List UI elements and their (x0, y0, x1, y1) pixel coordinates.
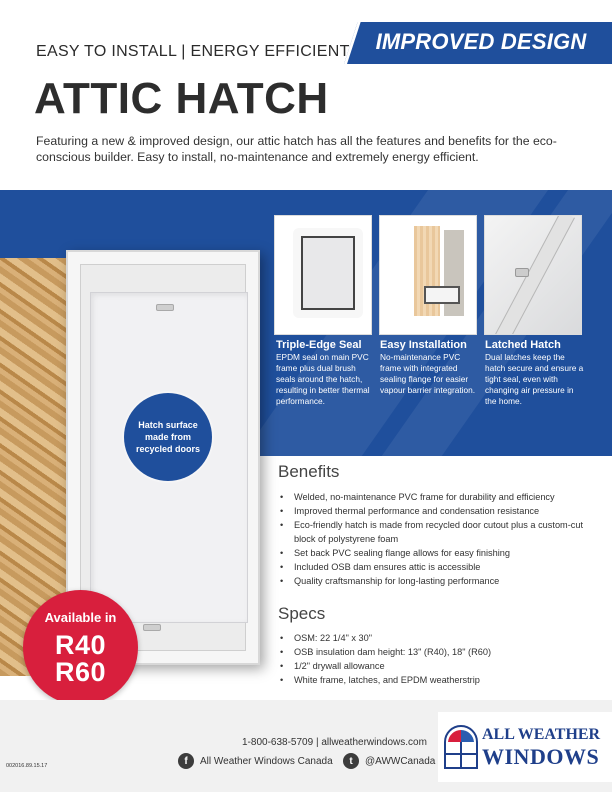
list-item: • Eco-friendly hatch is made from recycled door cutout plus a custom-cut block of polystyrene foam (278, 518, 588, 546)
feature-desc-latched: Dual latches keep the hatch secure and ensure a tight seal, even with changing air pressure in the home. (485, 352, 584, 406)
list-item: • Improved thermal performance and condensation resistance (278, 504, 588, 518)
easy-installation-image (379, 215, 477, 335)
logo-line1: ALL WEATHER (482, 726, 601, 743)
feature-title-latched: Latched Hatch (485, 339, 561, 351)
twitter-icon: t (343, 753, 359, 769)
logo-line2: WINDOWS (482, 744, 600, 769)
page-title: ATTIC HATCH (34, 74, 329, 123)
rating-r40: R40 (54, 630, 107, 660)
available-label: Available in (44, 610, 117, 625)
intro-paragraph: Featuring a new & improved design, our attic hatch has all the features and benefits for the eco-conscious builder. Easy to install, no-maintenance and extremely energy efficient. (36, 134, 557, 164)
document-code: 002016.89.15.17 (6, 763, 48, 769)
contact-info[interactable]: 1-800-638-5709 | allweatherwindows.com (242, 737, 427, 748)
twitter-link[interactable] (343, 753, 435, 769)
company-logo (438, 712, 612, 782)
list-item: • Welded, no-maintenance PVC frame for durability and efficiency (278, 490, 588, 504)
latched-hatch-image (484, 215, 582, 335)
list-item: • Set back PVC sealing flange allows for easy finishing (278, 546, 588, 560)
facebook-icon: f (178, 753, 194, 769)
improved-design-banner (344, 22, 612, 64)
hatch-surface-text: Hatch surface made from recycled doors (135, 420, 201, 454)
facebook-link[interactable] (178, 753, 333, 769)
list-item: • Included OSB dam ensures attic is accessible (278, 560, 588, 574)
subtitle: EASY TO INSTALL | ENERGY EFFICIENT (36, 43, 350, 60)
feature-title-installation: Easy Installation (380, 339, 467, 351)
rating-r60: R60 (54, 657, 107, 687)
benefits-list (278, 490, 588, 588)
list-item: • 1/2" drywall allowance (278, 659, 588, 673)
triple-edge-seal-image (274, 215, 372, 335)
list-item: • OSB insulation dam height: 13" (R40), 18" (R60) (278, 645, 588, 659)
window-logo-icon (442, 724, 480, 770)
twitter-label: @AWWCanada (365, 755, 436, 767)
benefits-heading: Benefits (278, 462, 340, 481)
feature-title-seal: Triple-Edge Seal (276, 339, 362, 351)
specs-heading: Specs (278, 604, 326, 623)
available-badge (23, 590, 138, 705)
hatch-surface-badge (124, 393, 212, 481)
list-item: • OSM: 22 1/4" x 30" (278, 631, 588, 645)
feature-desc-installation: No-maintenance PVC frame with integrated sealing flange for easier vapour barrier integration. (380, 352, 476, 395)
banner-text: IMPROVED DESIGN (375, 29, 587, 54)
list-item: • White frame, latches, and EPDM weatherstrip (278, 673, 588, 687)
specs-list (278, 631, 588, 687)
list-item: • Quality craftsmanship for long-lasting performance (278, 574, 588, 588)
facebook-label: All Weather Windows Canada (200, 755, 333, 767)
feature-desc-seal: EPDM seal on main PVC frame plus dual brush seals around the hatch, resulting in better thermal performance. (276, 352, 370, 406)
